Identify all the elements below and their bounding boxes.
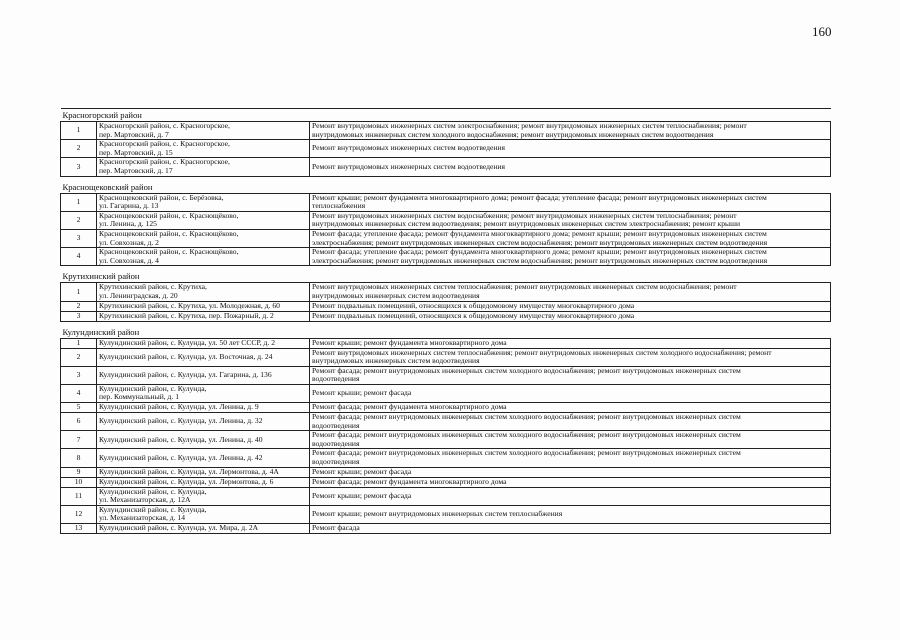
table-row — [61, 211, 831, 229]
row-address: Кулундинский район, с. Кулунда, ул. Восточная, д. 24 — [97, 348, 310, 366]
repair-table-container — [60, 108, 830, 534]
row-work-description: Ремонт крыши; ремонт фасада — [310, 487, 831, 505]
row-work-description: Ремонт внутридомовых инженерных систем водоотведения — [310, 158, 831, 176]
row-number: 3 — [61, 366, 97, 384]
table-row — [61, 467, 831, 477]
table-row — [61, 505, 831, 523]
row-address: Красногорский район, с. Красногорское, пер. Мартовский, д. 17 — [97, 158, 310, 176]
row-address: Кулундинский район, с. Кулунда, ул. Мира, д. 2А — [97, 524, 310, 534]
table-row — [61, 384, 831, 402]
row-number: 3 — [61, 311, 97, 321]
row-number: 1 — [61, 122, 97, 140]
row-address: Кулундинский район, с. Кулунда, ул. 50 лет СССР, д. 2 — [97, 338, 310, 348]
row-address: Краснощековский район, с. Краснощёково, ул. Ленина, д. 125 — [97, 211, 310, 229]
row-work-description: Ремонт подвальных помещений, относящихся к общедомовому имуществу многоквартирного дома — [310, 301, 831, 311]
row-number: 6 — [61, 413, 97, 431]
table-row — [61, 140, 831, 158]
row-number: 2 — [61, 301, 97, 311]
table-row — [61, 449, 831, 467]
row-work-description: Ремонт внутридомовых инженерных систем водоотведения — [310, 140, 831, 158]
table-row — [61, 283, 831, 301]
row-number: 1 — [61, 283, 97, 301]
table-row — [61, 229, 831, 247]
row-number: 13 — [61, 524, 97, 534]
row-work-description: Ремонт фасада; утепление фасада; ремонт фундамента многоквартирного дома; ремонт крыши; ремонт внутридомовых инженерных систем электроснабжения; ремонт внутридомовых инженерных систем водоснабжения; ремонт внутридомовых инженерных систем водоотведения — [310, 229, 831, 247]
repair-table — [60, 108, 831, 534]
row-address: Красногорский район, с. Красногорское, пер. Мартовский, д. 7 — [97, 122, 310, 140]
table-row — [61, 431, 831, 449]
row-number: 3 — [61, 229, 97, 247]
district-title: Красногорский район — [61, 109, 831, 122]
row-address: Кулундинский район, с. Кулунда, ул. Ленина, д. 32 — [97, 413, 310, 431]
table-row — [61, 311, 831, 321]
district-header-row — [61, 321, 831, 338]
row-work-description: Ремонт крыши; ремонт внутридомовых инженерных систем теплоснабжения — [310, 505, 831, 523]
row-number: 1 — [61, 338, 97, 348]
row-number: 7 — [61, 431, 97, 449]
district-header-row — [61, 176, 831, 193]
row-work-description: Ремонт фасада; ремонт внутридомовых инженерных систем холодного водоснабжения; ремонт внутридомовых инженерных систем водоотведения — [310, 413, 831, 431]
row-work-description: Ремонт фасада; ремонт фундамента многоквартирного дома — [310, 477, 831, 487]
row-work-description: Ремонт внутридомовых инженерных систем электроснабжения; ремонт внутридомовых инженерных систем теплоснабжения; ремонт внутридомовых инженерных систем холодного водоснабжения; ремонт внутридомовых инженерных систем водоотведения — [310, 122, 831, 140]
table-row — [61, 477, 831, 487]
table-row — [61, 524, 831, 534]
table-row — [61, 193, 831, 211]
row-number: 5 — [61, 403, 97, 413]
row-work-description: Ремонт подвальных помещений, относящихся к общедомовому имуществу многоквартирного дома — [310, 311, 831, 321]
table-row — [61, 403, 831, 413]
row-address: Кулундинский район, с. Кулунда, ул. Ленина, д. 42 — [97, 449, 310, 467]
row-number: 3 — [61, 158, 97, 176]
row-number: 8 — [61, 449, 97, 467]
district-title: Крутихинский район — [62, 271, 140, 282]
row-number: 12 — [61, 505, 97, 523]
row-work-description: Ремонт внутридомовых инженерных систем водоснабжения; ремонт внутридомовых инженерных систем теплоснабжения; ремонт внутридомовых инженерных систем водоотведения; ремонт внутридомовых инженерных систем электроснабжения; ремонт крыши — [310, 211, 831, 229]
row-address: Кулундинский район, с. Кулунда, пер. Коммунальный, д. 1 — [97, 384, 310, 402]
row-address: Кулундинский район, с. Кулунда, ул. Ленина, д. 9 — [97, 403, 310, 413]
row-address: Крутихинский район, с. Крутиха, пер. Пожарный, д. 2 — [97, 311, 310, 321]
row-address: Кулундинский район, с. Кулунда, ул. Ленина, д. 40 — [97, 431, 310, 449]
table-row — [61, 348, 831, 366]
row-work-description: Ремонт фасада; ремонт внутридомовых инженерных систем холодного водоснабжения; ремонт внутридомовых инженерных систем водоотведения — [310, 449, 831, 467]
row-work-description: Ремонт крыши; ремонт фундамента многоквартирного дома; ремонт фасада; утепление фасада; ремонт внутридомовых инженерных систем теплоснабжения — [310, 193, 831, 211]
table-row — [61, 366, 831, 384]
table-row — [61, 301, 831, 311]
row-work-description: Ремонт крыши; ремонт фасада — [310, 467, 831, 477]
row-number: 4 — [61, 248, 97, 266]
row-address: Красногорский район, с. Красногорское, пер. Мартовский, д. 15 — [97, 140, 310, 158]
table-row — [61, 158, 831, 176]
row-work-description: Ремонт фасада; ремонт внутридомовых инженерных систем холодного водоснабжения; ремонт внутридомовых инженерных систем водоотведения — [310, 366, 831, 384]
district-title: Кулундинский район — [62, 326, 140, 337]
row-address: Краснощековский район, с. Краснощёково, ул. Совхозная, д. 4 — [97, 248, 310, 266]
page-number: 160 — [812, 24, 832, 39]
row-number: 2 — [61, 211, 97, 229]
row-work-description: Ремонт крыши; ремонт фасада — [310, 384, 831, 402]
row-number: 10 — [61, 477, 97, 487]
row-work-description: Ремонт фасада; утепление фасада; ремонт фундамента многоквартирного дома; ремонт крыши; ремонт внутридомовых инженерных систем электроснабжения; ремонт внутридомовых инженерных систем водоснабжения; ремонт внутридомовых инженерных систем водоотведения — [310, 248, 831, 266]
row-address: Крутихинский район, с. Крутиха, ул. Ленинградская, д. 20 — [97, 283, 310, 301]
row-work-description: Ремонт фасада — [310, 524, 831, 534]
district-header-row — [61, 109, 831, 122]
row-address: Кулундинский район, с. Кулунда, ул. Механизаторская, д. 14 — [97, 505, 310, 523]
row-address: Кулундинский район, с. Кулунда, ул. Лермонтова, д. 6 — [97, 477, 310, 487]
table-row — [61, 122, 831, 140]
row-address: Кулундинский район, с. Кулунда, ул. Гагарина, д. 136 — [97, 366, 310, 384]
row-address: Кулундинский район, с. Кулунда, ул. Механизаторская, д. 12А — [97, 487, 310, 505]
row-work-description: Ремонт фасада; ремонт внутридомовых инженерных систем холодного водоснабжения; ремонт внутридомовых инженерных систем водоотведения — [310, 431, 831, 449]
row-address: Краснощековский район, с. Краснощёково, ул. Совхозная, д. 2 — [97, 229, 310, 247]
row-number: 1 — [61, 193, 97, 211]
district-header-row — [61, 266, 831, 283]
row-work-description: Ремонт внутридомовых инженерных систем теплоснабжения; ремонт внутридомовых инженерных систем холодного водоснабжения; ремонт внутридомовых инженерных систем водоотведения — [310, 348, 831, 366]
row-number: 9 — [61, 467, 97, 477]
row-work-description: Ремонт фасада; ремонт фундамента многоквартирного дома — [310, 403, 831, 413]
row-address: Крутихинский район, с. Крутиха, ул. Молодежная, д. 60 — [97, 301, 310, 311]
row-address: Краснощековский район, с. Берёзовка, ул. Гагарина, д. 13 — [97, 193, 310, 211]
row-number: 11 — [61, 487, 97, 505]
table-row — [61, 338, 831, 348]
table-row — [61, 487, 831, 505]
row-address: Кулундинский район, с. Кулунда, ул. Лермонтова, д. 4А — [97, 467, 310, 477]
row-number: 2 — [61, 140, 97, 158]
table-row — [61, 413, 831, 431]
district-title: Краснощековский район — [62, 181, 153, 192]
repair-table-body — [61, 109, 831, 534]
table-row — [61, 248, 831, 266]
row-number: 4 — [61, 384, 97, 402]
row-work-description: Ремонт крыши; ремонт фундамента многоквартирного дома — [310, 338, 831, 348]
row-work-description: Ремонт внутридомовых инженерных систем теплоснабжения; ремонт внутридомовых инженерных систем водоснабжения; ремонт внутридомовых инженерных систем водоотведения — [310, 283, 831, 301]
row-number: 2 — [61, 348, 97, 366]
